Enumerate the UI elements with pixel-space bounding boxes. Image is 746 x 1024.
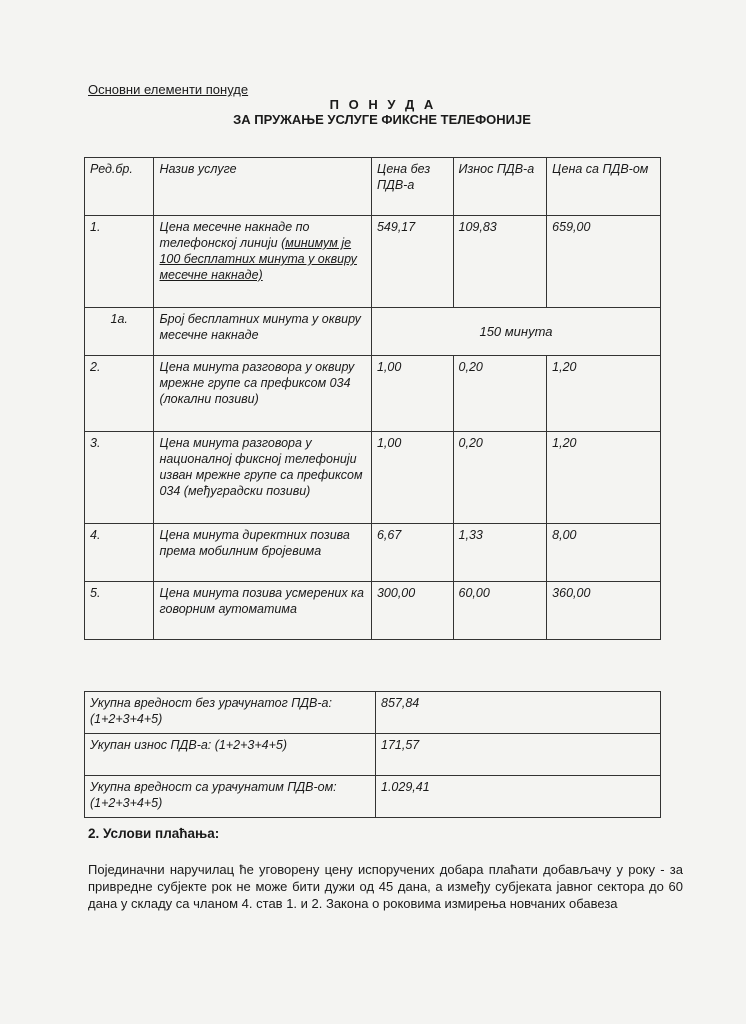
price-without-vat: 300,00 (371, 582, 453, 640)
totals-table (84, 691, 661, 818)
offer-elements-heading: Основни елементи понуде (88, 82, 249, 97)
header-cell-service-name: Назив услуге (154, 158, 372, 216)
totals-row (85, 776, 661, 818)
row-number: 4. (85, 524, 154, 582)
document-subtitle: ЗА ПРУЖАЊЕ УСЛУГЕ ФИКСНЕ ТЕЛЕФОНИЈЕ (233, 112, 531, 127)
total-with-vat-label: Укупна вредност са урачунатим ПДВ-ом: (1+2+3+4+5) (85, 776, 376, 818)
services-table (84, 157, 661, 640)
vat-amount: 0,20 (453, 356, 547, 432)
total-with-vat-value: 1.029,41 (376, 776, 661, 818)
service-name (154, 216, 372, 308)
price-without-vat: 1,00 (371, 432, 453, 524)
service-name: Цена минута позива усмерених ка говорним аутоматима (154, 582, 372, 640)
service-name-main: Цена месечне накнаде по телефонској линији (159, 220, 310, 250)
table-row (85, 216, 661, 308)
table-row (85, 356, 661, 432)
service-name: Цена минута разговора у националној фиксној телефонији изван мрежне групе са префиксом 034 (међуградски позиви) (154, 432, 372, 524)
vat-amount: 0,20 (453, 432, 547, 524)
price-without-vat: 1,00 (371, 356, 453, 432)
vat-amount: 60,00 (453, 582, 547, 640)
payment-terms-heading: 2. Услови плаћања: (88, 826, 220, 841)
price-with-vat: 1,20 (547, 432, 661, 524)
price-without-vat: 549,17 (371, 216, 453, 308)
document-title: П О Н У Д А (329, 97, 437, 112)
row-number: 3. (85, 432, 154, 524)
vat-amount: 1,33 (453, 524, 547, 582)
total-without-vat-label: Укупна вредност без урачунатог ПДВ-а: (1+2+3+4+5) (85, 692, 376, 734)
header-cell-price-without-vat: Цена без ПДВ-а (371, 158, 453, 216)
row-number: 2. (85, 356, 154, 432)
table-header-row (85, 158, 661, 216)
price-with-vat: 8,00 (547, 524, 661, 582)
table-row (85, 432, 661, 524)
table-row (85, 582, 661, 640)
total-vat-label: Укупан износ ПДВ-а: (1+2+3+4+5) (85, 734, 376, 776)
row-number: 1. (85, 216, 154, 308)
header-cell-price-with-vat: Цена са ПДВ-ом (547, 158, 661, 216)
price-with-vat: 659,00 (547, 216, 661, 308)
vat-amount: 109,83 (453, 216, 547, 308)
payment-terms-text: Појединачни наручилац ће уговорену цену испоручених добара плаћати добављачу у року - за привредне субјекте рок не може бити дужи од 45 дана, а између субјеката јавног сектора до 60 дана у складу са чланом 4. став 1. и 2. Закона о роковима измирења новчаних обавеза (88, 862, 683, 911)
totals-row (85, 692, 661, 734)
row-number: 1а. (85, 308, 154, 356)
price-with-vat: 1,20 (547, 356, 661, 432)
price-without-vat: 6,67 (371, 524, 453, 582)
total-vat-value: 171,57 (376, 734, 661, 776)
row-number: 5. (85, 582, 154, 640)
service-name: Цена минута директних позива према мобилним бројевима (154, 524, 372, 582)
total-without-vat-value: 857,84 (376, 692, 661, 734)
service-name: Цена минута разговора у оквиру мрежне групе са префиксом 034 (локални позиви) (154, 356, 372, 432)
table-row (85, 524, 661, 582)
service-name-note: (минимум је 100 бесплатних минута у оквиру месечне накнаде) (159, 236, 357, 282)
header-cell-vat-amount: Износ ПДВ-а (453, 158, 547, 216)
free-minutes-value: 150 минута (371, 308, 660, 356)
table-row (85, 308, 661, 356)
totals-row (85, 734, 661, 776)
price-with-vat: 360,00 (547, 582, 661, 640)
header-cell-number: Ред.бр. (85, 158, 154, 216)
service-name: Број бесплатних минута у оквиру месечне накнаде (154, 308, 372, 356)
